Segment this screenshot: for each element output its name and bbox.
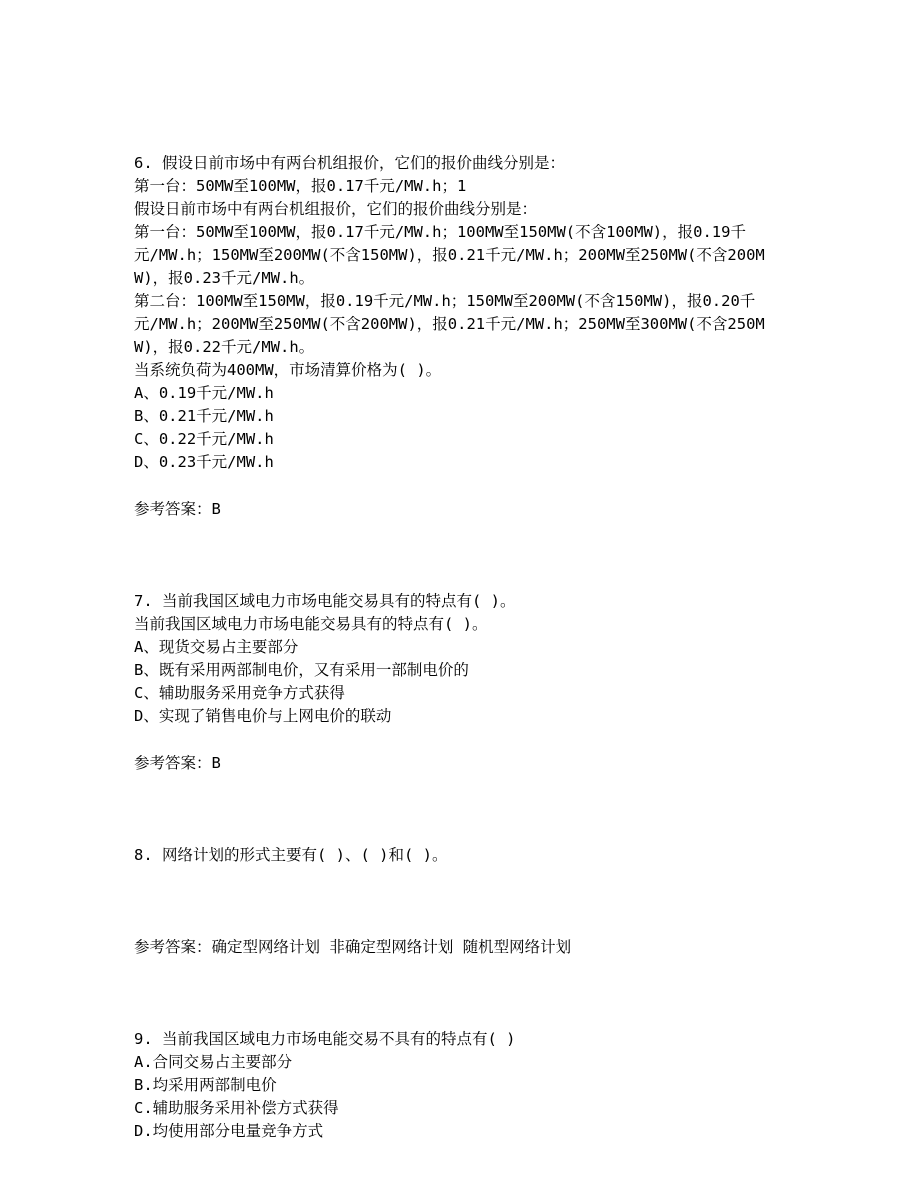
question-6	[134, 152, 794, 521]
option-c: C.辅助服务采用补偿方式获得	[134, 1099, 339, 1117]
question-text-line: 元/MW.h；200MW至250MW(不含200MW)，报0.21千元/MW.h；250MW至300MW(不含250M	[134, 315, 765, 333]
option-d: D、实现了销售电价与上网电价的联动	[134, 707, 392, 725]
answer-line: 参考答案：B	[134, 754, 221, 772]
question-text-line: 元/MW.h；150MW至200MW(不含150MW)，报0.21千元/MW.h；200MW至250MW(不含200M	[134, 246, 765, 264]
question-text-line: 第一台：50MW至100MW，报0.17千元/MW.h；100MW至150MW(不含100MW)，报0.19千	[134, 223, 746, 241]
option-b: B.均采用两部制电价	[134, 1076, 277, 1094]
question-text-line: W)，报0.23千元/MW.h。	[134, 269, 315, 287]
question-8	[134, 844, 794, 959]
option-c: C、0.22千元/MW.h	[134, 430, 274, 448]
question-9	[134, 1028, 794, 1143]
question-text-line: W)，报0.22千元/MW.h。	[134, 338, 315, 356]
option-d: D、0.23千元/MW.h	[134, 453, 274, 471]
question-title: 8. 网络计划的形式主要有( )、( )和( )。	[134, 846, 448, 864]
option-d: D.均使用部分电量竞争方式	[134, 1122, 324, 1140]
option-c: C、辅助服务采用竞争方式获得	[134, 684, 345, 702]
answer-line: 参考答案：B	[134, 500, 221, 518]
document-page	[134, 152, 794, 1143]
question-text-line: 第一台：50MW至100MW，报0.17千元/MW.h；1	[134, 177, 467, 195]
question-text-line: 当前我国区域电力市场电能交易具有的特点有( )。	[134, 615, 488, 633]
option-a: A、0.19千元/MW.h	[134, 384, 274, 402]
option-a: A、现货交易占主要部分	[134, 638, 299, 656]
question-title: 6. 假设日前市场中有两台机组报价，它们的报价曲线分别是：	[134, 154, 565, 172]
question-7	[134, 590, 794, 775]
option-b: B、0.21千元/MW.h	[134, 407, 274, 425]
question-title: 7. 当前我国区域电力市场电能交易具有的特点有( )。	[134, 592, 516, 610]
question-text-line: 假设日前市场中有两台机组报价，它们的报价曲线分别是：	[134, 200, 538, 218]
option-b: B、既有采用两部制电价，又有采用一部制电价的	[134, 661, 469, 679]
question-text-line: 第二台：100MW至150MW，报0.19千元/MW.h；150MW至200MW(不含150MW)，报0.20千	[134, 292, 756, 310]
question-title: 9. 当前我国区域电力市场电能交易不具有的特点有( )	[134, 1030, 516, 1048]
question-text-line: 当系统负荷为400MW，市场清算价格为( )。	[134, 361, 442, 379]
option-a: A.合同交易占主要部分	[134, 1053, 293, 1071]
answer-line: 参考答案：确定型网络计划 非确定型网络计划 随机型网络计划	[134, 938, 572, 956]
